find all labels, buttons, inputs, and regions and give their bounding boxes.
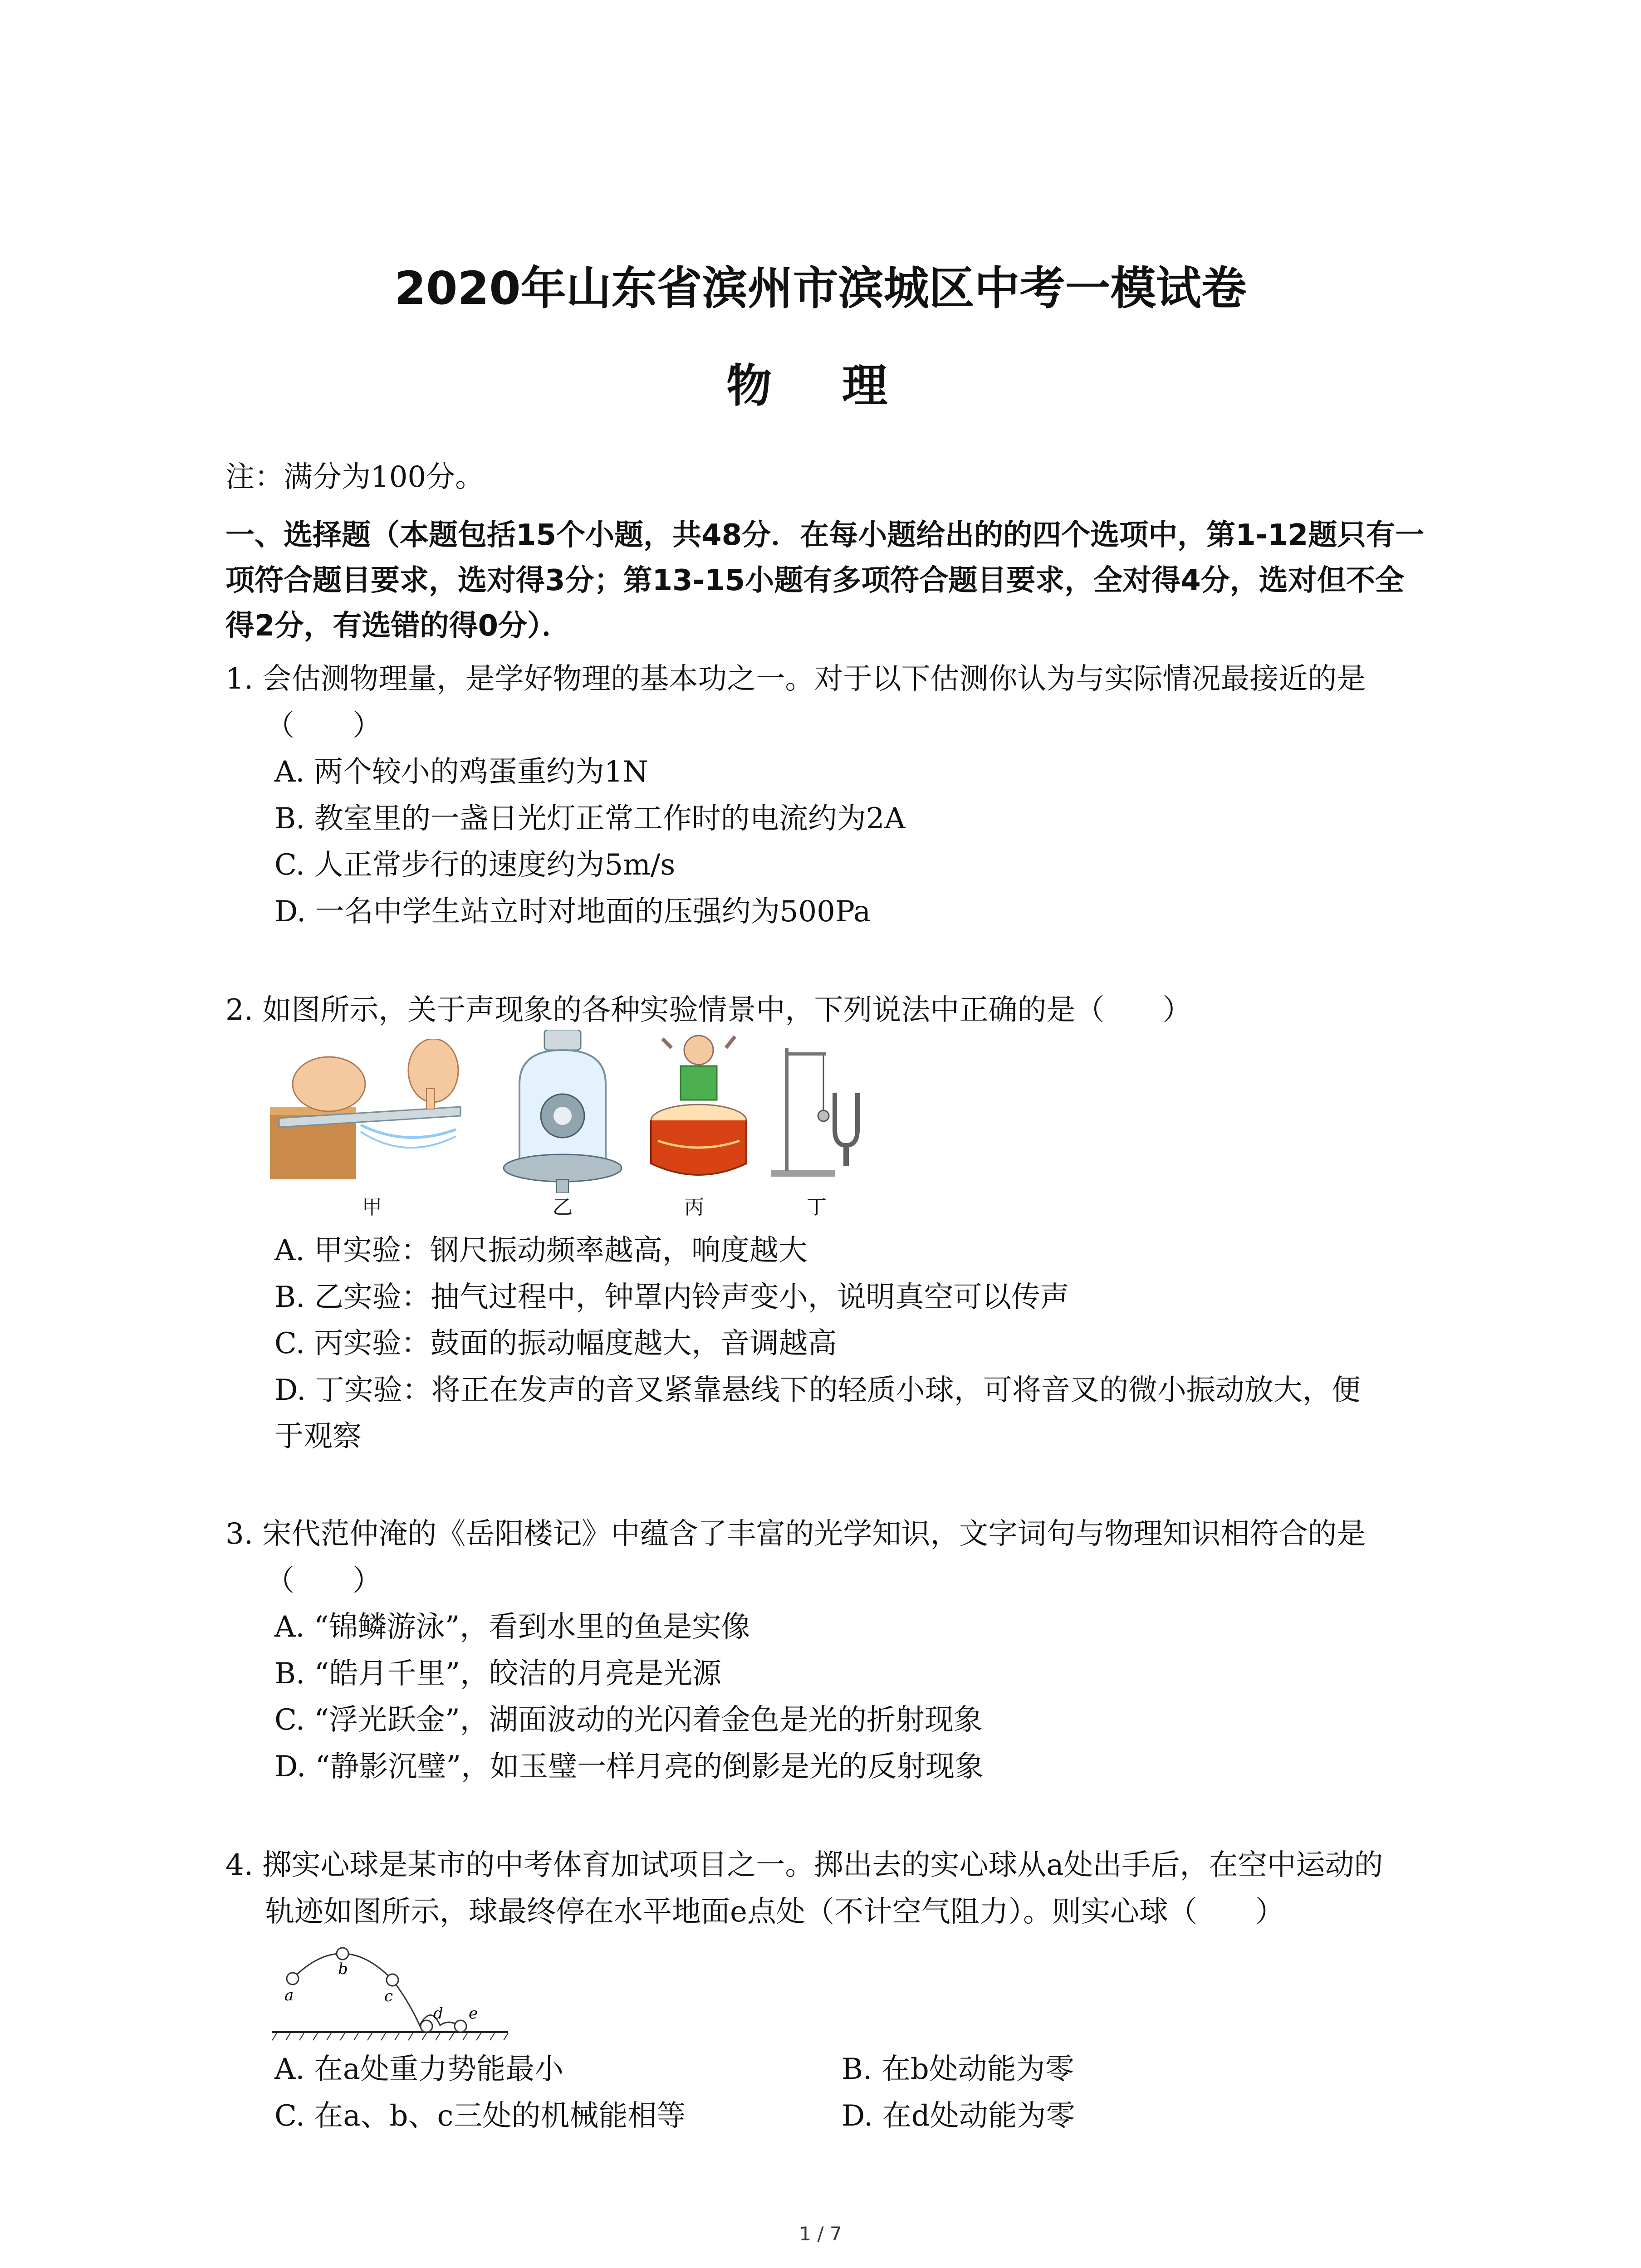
- section-header-line-2: 项符合题目要求，选对得3分；第13-15小题有多项符合题目要求，全对得4分，选对但不全: [225, 564, 1404, 597]
- question-3-stem: 3. 宋代范仲淹的《岳阳楼记》中蕴含了丰富的光学知识，文字词句与物理知识相符合的是: [225, 1517, 1366, 1551]
- figure-caption-bing: 丙: [684, 1196, 704, 1219]
- exam-title: 2020年山东省滨州市滨城区中考一模试卷: [394, 262, 1247, 315]
- question-2-stem: 2. 如图所示，关于声现象的各种实验情景中，下列说法中正确的是（ ）: [225, 993, 1192, 1027]
- question-3-option-b: B. “皓月千里”，皎洁的月亮是光源: [274, 1657, 722, 1691]
- question-2-option-d-cont: 于观察: [274, 1420, 362, 1453]
- question-1-option-d: D. 一名中学生站立时对地面的压强约为500Pa: [274, 895, 871, 929]
- question-1-stem: 1. 会估测物理量，是学好物理的基本功之一。对于以下估测你认为与实际情况最接近的是: [225, 662, 1366, 696]
- note: 注：满分为100分。: [225, 460, 485, 494]
- subject-title: 物 理: [726, 359, 915, 412]
- point-label-e: e: [469, 2004, 478, 2023]
- question-3-blank: （ ）: [265, 1564, 382, 1598]
- section-header-line-3: 得2分，有选错的得0分）．: [225, 609, 571, 643]
- figure-yi-bell-jar: [501, 1030, 624, 1193]
- question-1-option-a: A. 两个较小的鸡蛋重约为1N: [274, 755, 648, 789]
- figure-caption-jia: 甲: [362, 1196, 382, 1219]
- question-3-option-a: A. “锦鳞游泳”，看到水里的鱼是实像: [274, 1610, 750, 1644]
- question-4-option-d: D. 在d处动能为零: [842, 2099, 1075, 2133]
- section-header-line-1: 一、选择题（本题包括15个小题，共48分．在每小题给出的的四个选项中，第1-12题只有一: [225, 518, 1425, 552]
- page-number: 1 / 7: [799, 2223, 842, 2245]
- figure-ball-trajectory: [270, 1937, 515, 2046]
- point-label-b: b: [338, 1960, 348, 1978]
- point-label-c: c: [384, 1987, 393, 2005]
- point-label-a: a: [284, 1986, 294, 2004]
- question-2-option-d: D. 丁实验：将正在发声的音叉紧靠悬线下的轻质小球，可将音叉的微小振动放大，便: [274, 1374, 1361, 1407]
- question-2-option-a: A. 甲实验：钢尺振动频率越高，响度越大: [274, 1234, 808, 1267]
- question-4-option-b: B. 在b处动能为零: [842, 2053, 1074, 2086]
- figure-bing-drum: [644, 1030, 753, 1184]
- question-1-option-b: B. 教室里的一盏日光灯正常工作时的电流约为2A: [274, 802, 906, 836]
- figure-ding-tuning-fork: [767, 1039, 871, 1179]
- figure-caption-ding: 丁: [807, 1196, 827, 1219]
- figure-jia-ruler: [270, 1039, 474, 1184]
- question-3-option-d: D. “静影沉璧”，如玉璧一样月亮的倒影是光的反射现象: [274, 1750, 984, 1784]
- question-4-stem-cont: 轨迹如图所示，球最终停在水平地面e点处（不计空气阻力）。则实心球（ ）: [265, 1895, 1284, 1929]
- question-1-blank: （ ）: [265, 709, 382, 743]
- question-4-option-c: C. 在a、b、c三处的机械能相等: [274, 2099, 686, 2133]
- figure-caption-yi: 乙: [553, 1196, 573, 1219]
- question-3-option-c: C. “浮光跃金”，湖面波动的光闪着金色是光的折射现象: [274, 1703, 983, 1737]
- question-2-option-b: B. 乙实验：抽气过程中，钟罩内铃声变小，说明真空可以传声: [274, 1281, 1069, 1314]
- question-4-stem: 4. 掷实心球是某市的中考体育加试项目之一。掷出去的实心球从a处出手后，在空中运动的: [225, 1848, 1383, 1882]
- question-1-option-c: C. 人正常步行的速度约为5m/s: [274, 848, 676, 882]
- question-4-option-a: A. 在a处重力势能最小: [274, 2053, 564, 2086]
- point-label-d: d: [433, 2004, 443, 2023]
- question-2-option-c: C. 丙实验：鼓面的振动幅度越大，音调越高: [274, 1327, 837, 1360]
